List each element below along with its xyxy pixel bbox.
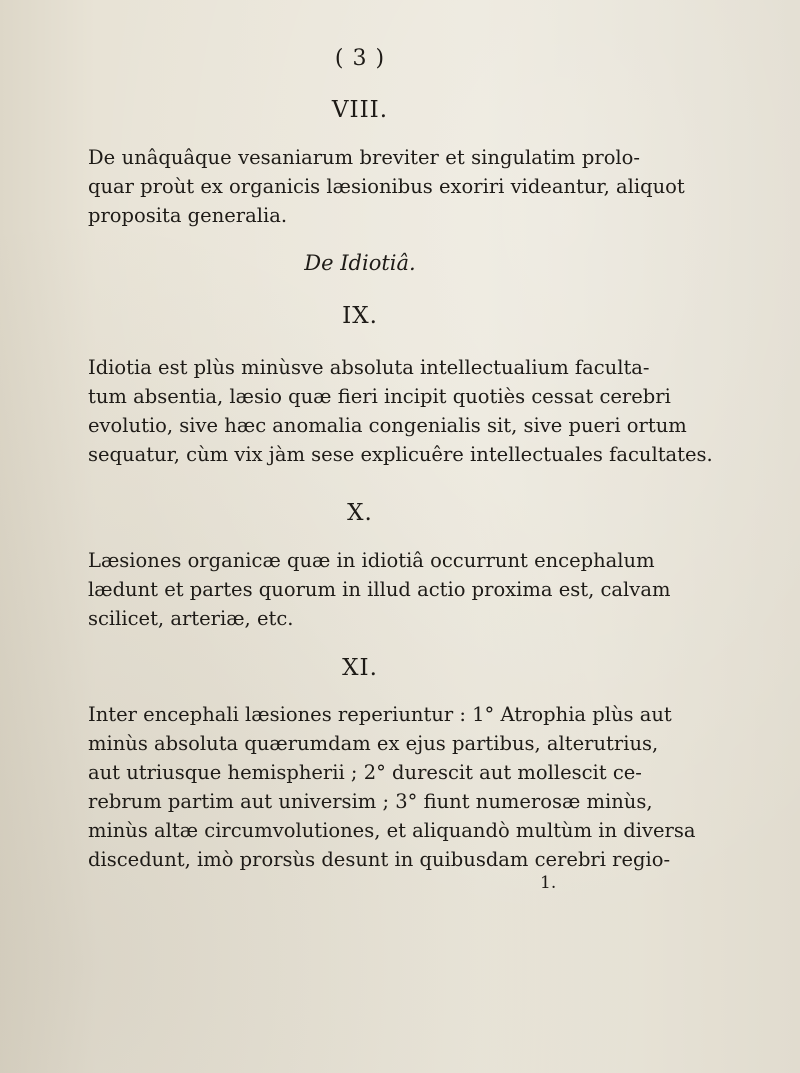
paragraph-viii [88,143,685,230]
paragraph-line: tum absentia, læsio quæ fieri incipit quotiès cessat cerebri [88,385,671,408]
paragraph-line: minùs absoluta quærumdam ex ejus partibus, alterutrius, [88,732,659,755]
paragraph-line: proposita generalia. [88,204,288,227]
section-subheading-de-idiotia: De Idiotiâ. [304,251,416,275]
paragraph-line: Inter encephali læsiones reperiuntur : 1° Atrophia plùs aut [88,703,672,726]
paragraph-line: rebrum partim aut universim ; 3° fiunt numerosæ minùs, [88,790,653,813]
paragraph-line: scilicet, arteriæ, etc. [88,607,294,630]
page-number: ( 3 ) [334,46,386,71]
paragraph-line: sequatur, cùm vix jàm sese explicuêre intellectuales facultates. [88,443,713,466]
signature-mark: 1. [540,873,557,893]
paragraph-line: Læsiones organicæ quæ in idiotiâ occurrunt encephalum [88,549,655,572]
section-heading-viii: VIII. [331,97,389,123]
paragraph-xi [88,700,696,874]
paragraph-line: evolutio, sive hæc anomalia congenialis sit, sive pueri ortum [88,414,687,437]
paragraph-line: minùs altæ circumvolutiones, et aliquandò multùm in diversa [88,819,696,842]
paragraph-x [88,546,671,633]
section-heading-xi: XI. [342,655,378,681]
paragraph-ix [88,353,713,469]
paragraph-line: De unâquâque vesaniarum breviter et singulatim prolo- [88,146,640,169]
paragraph-line: discedunt, imò prorsùs desunt in quibusdam cerebri regio- [88,848,671,871]
section-heading-ix: IX. [342,303,378,329]
paragraph-line: lædunt et partes quorum in illud actio proxima est, calvam [88,578,671,601]
paragraph-line: Idiotia est plùs minùsve absoluta intellectualium faculta- [88,356,650,379]
paragraph-line: quar proùt ex organicis læsionibus exoriri videantur, aliquot [88,175,685,198]
section-heading-x: X. [347,500,373,526]
paragraph-line: aut utriusque hemispherii ; 2° durescit aut mollescit ce- [88,761,642,784]
